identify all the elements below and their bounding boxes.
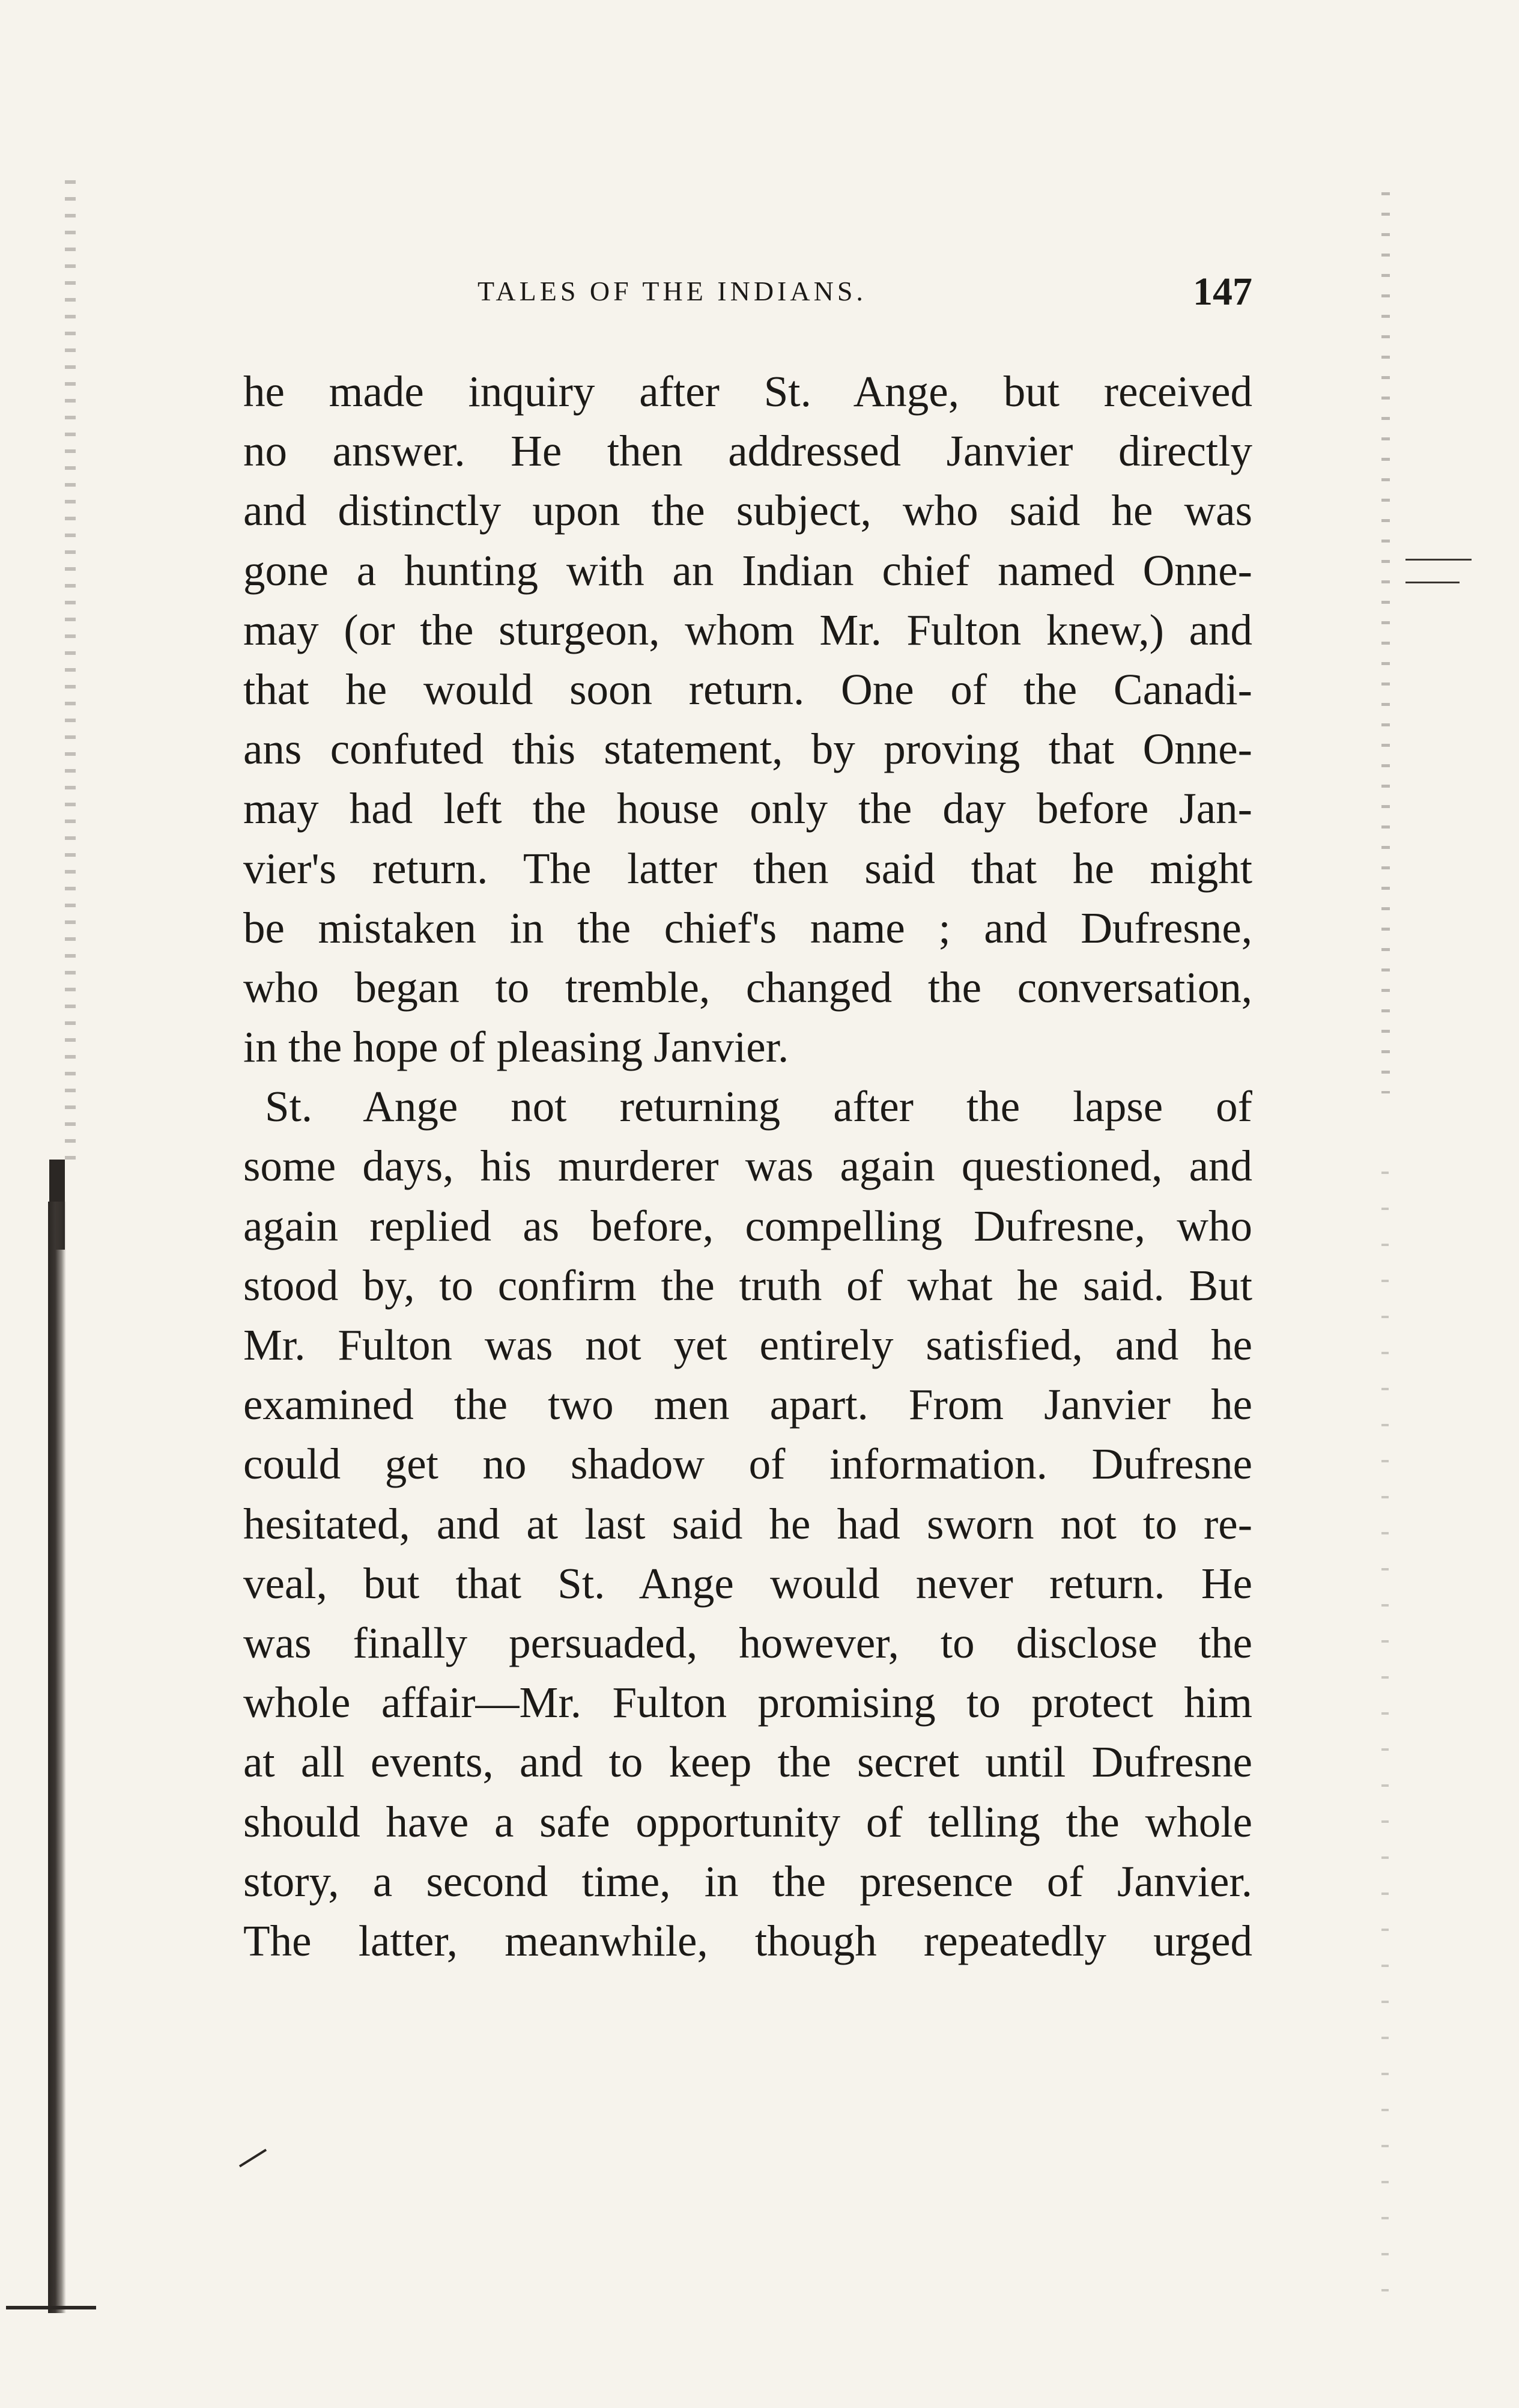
paragraph xyxy=(243,362,1252,1077)
text-line: be mistaken in the chief's name ; and Dufresne, xyxy=(243,903,1252,952)
text-line: The latter, meanwhile, though repeatedly urged xyxy=(243,1916,1252,1965)
text-line: some days, his murderer was again questioned, and xyxy=(243,1142,1252,1191)
text-line: could get no shadow of information. Dufresne xyxy=(243,1440,1252,1489)
text-line: gone a hunting with an Indian chief named Onne- xyxy=(243,546,1252,595)
text-line: that he would soon return. One of the Canadi- xyxy=(243,664,1252,714)
text-line: veal, but that St. Ange would never return. He xyxy=(243,1558,1252,1608)
running-title: TALES OF THE INDIANS. xyxy=(478,276,867,306)
paragraph xyxy=(243,1077,1252,1971)
scan-specks-right-lower xyxy=(1381,1172,1389,2313)
body-text xyxy=(243,362,1252,1971)
text-line: who began to tremble, changed the conversation, xyxy=(243,962,1252,1012)
scan-rule-mark xyxy=(1405,582,1460,583)
text-line: story, a second time, in the presence of Janvier. xyxy=(243,1856,1252,1906)
text-line: he made inquiry after St. Ange, but received xyxy=(243,367,1252,416)
text-line: vier's return. The latter then said that he might xyxy=(243,844,1252,893)
scan-specks-right xyxy=(1381,192,1390,1093)
text-line: in the hope of pleasing Janvier. xyxy=(243,1023,789,1072)
text-line: should have a safe opportunity of telling the whole xyxy=(243,1797,1252,1846)
text-line: stood by, to confirm the truth of what he said. But xyxy=(243,1260,1252,1310)
page-number: 147 xyxy=(1193,270,1252,314)
text-line: at all events, and to keep the secret until Dufresne xyxy=(243,1738,1252,1787)
text-line: examined the two men apart. From Janvier he xyxy=(243,1380,1252,1429)
text-line: was finally persuaded, however, to disclose the xyxy=(243,1618,1252,1667)
scan-specks-left xyxy=(65,180,76,1172)
text-line: and distinctly upon the subject, who said he was xyxy=(243,486,1252,535)
text-line: may had left the house only the day before Jan- xyxy=(243,784,1252,833)
binding-foot-mark xyxy=(6,2306,96,2309)
text-line: Mr. Fulton was not yet entirely satisfied, and he xyxy=(243,1321,1252,1369)
scan-rule-mark xyxy=(1405,559,1472,561)
text-line: no answer. He then addressed Janvier directly xyxy=(243,427,1252,476)
text-line: again replied as before, compelling Dufresne, who xyxy=(243,1201,1252,1250)
text-line: ans confuted this statement, by proving that Onne- xyxy=(243,725,1252,774)
stray-ink-mark xyxy=(239,2149,267,2168)
binding-shadow xyxy=(48,1202,66,2313)
text-line: St. Ange not returning after the lapse of xyxy=(265,1082,1252,1131)
text-line: hesitated, and at last said he had sworn not to re- xyxy=(243,1499,1252,1548)
text-line: may (or the sturgeon, whom Mr. Fulton knew,) and xyxy=(243,605,1252,654)
running-head xyxy=(243,269,1252,317)
text-line: whole affair—Mr. Fulton promising to protect him xyxy=(243,1678,1252,1727)
